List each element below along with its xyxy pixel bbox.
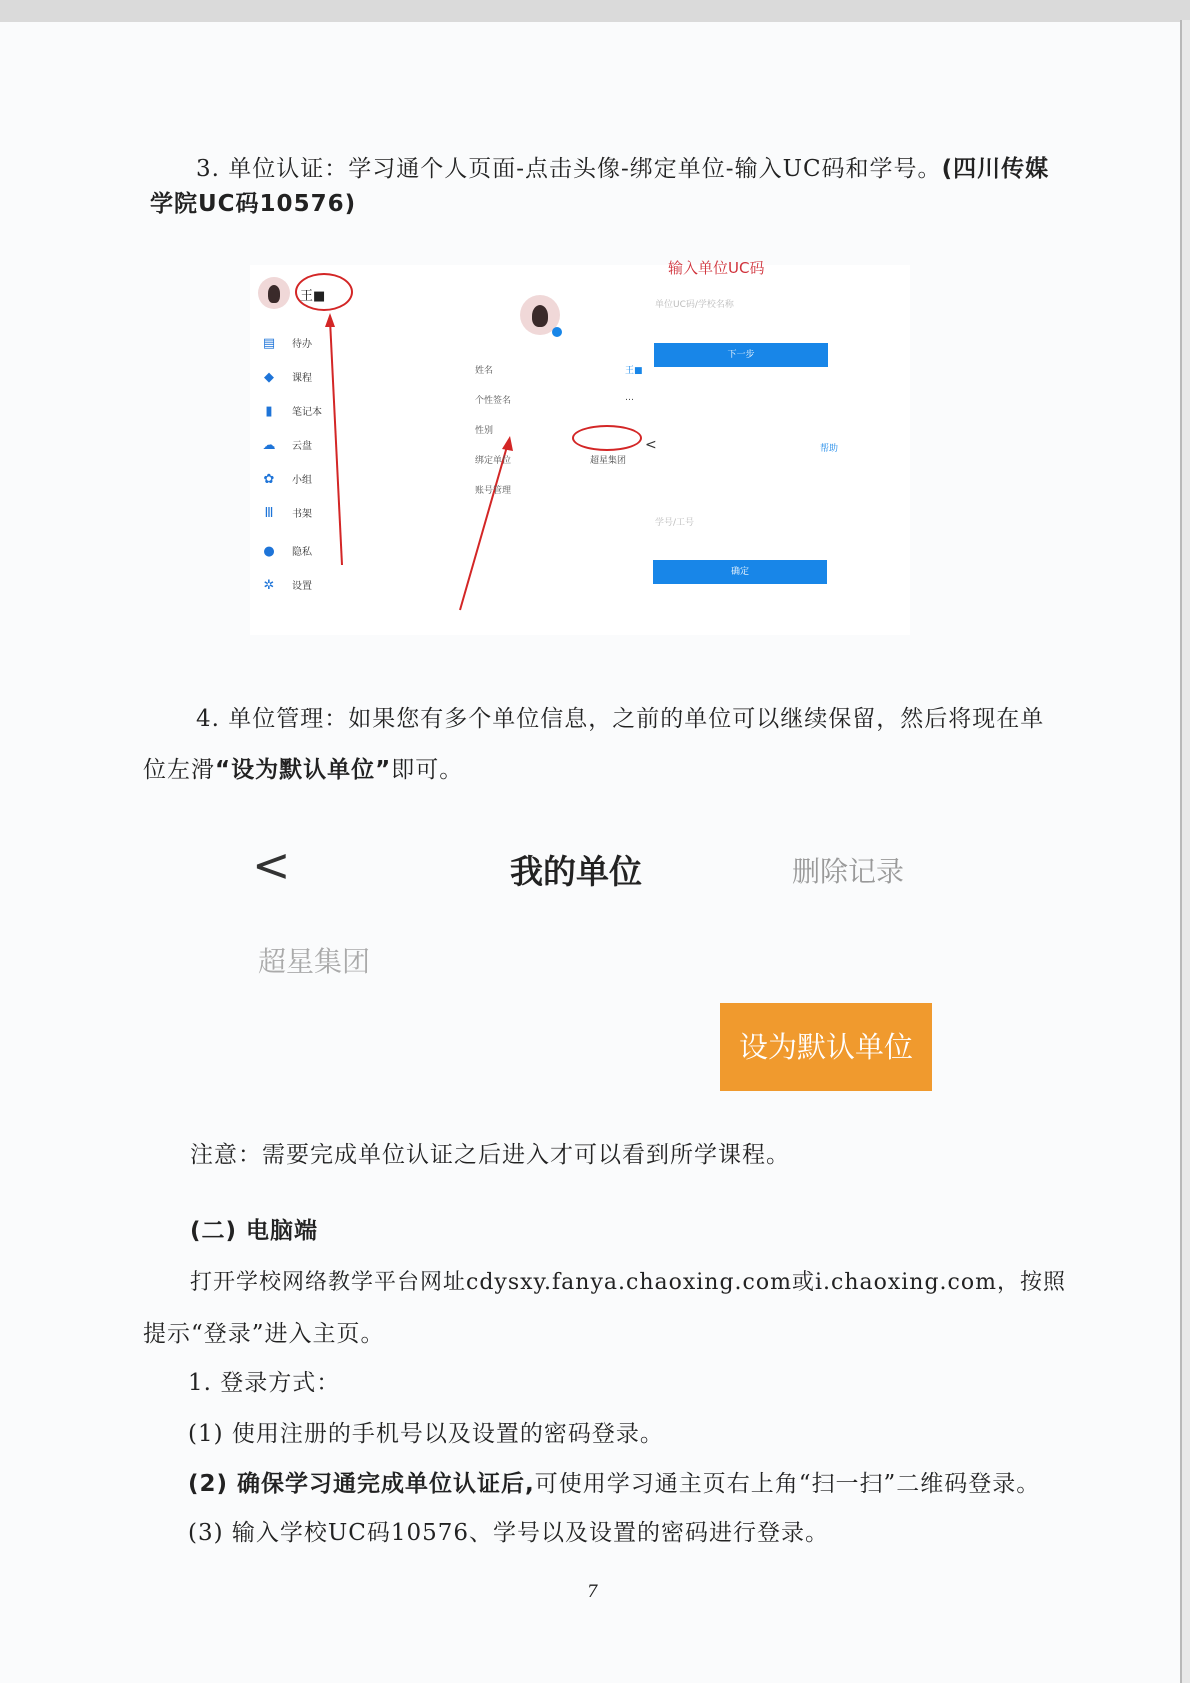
step4-prefix: 位左滑 (143, 757, 215, 783)
uc-code-label: 输入单位UC码 (668, 259, 765, 277)
todo-icon: ▤ (262, 336, 276, 351)
back-arrow-icon[interactable]: < (645, 437, 657, 453)
bookshelf-icon: Ⅲ (264, 506, 274, 521)
note-text: 注意：需要完成单位认证之后进入才可以看到所学课程。 (190, 1142, 790, 1168)
unit-list-item[interactable]: 超星集团 (258, 945, 371, 978)
page-number: 7 (587, 1582, 598, 1602)
settings-icon: ✲ (263, 578, 275, 593)
sidebar-item[interactable] (262, 543, 312, 559)
profile-field-value: 王■ (625, 366, 643, 376)
next-button[interactable]: 下一步 (654, 343, 828, 367)
privacy-icon: ● (263, 544, 275, 559)
step3-bold-tail: (四川传媒 (941, 156, 1050, 182)
sidebar-item[interactable] (262, 471, 312, 487)
sidebar-item[interactable] (262, 577, 312, 593)
sidebar-item[interactable] (262, 403, 322, 419)
sidebar-item-label: 小组 (292, 475, 312, 486)
scan-right-edge (1180, 20, 1190, 1683)
step4-line1: 4. 单位管理：如果您有多个单位信息，之前的单位可以继续保留，然后将现在单 (196, 706, 1045, 732)
group-icon: ✿ (263, 472, 275, 487)
arrow-line-2 (460, 443, 508, 610)
confirm-button[interactable]: 确定 (653, 560, 827, 584)
uc-input[interactable]: 单位UC码/学校名称 (655, 300, 734, 310)
binding-screenshot (250, 259, 910, 635)
profile-field-label: 账号管理 (475, 486, 512, 496)
step3-line2: 学院UC码10576) (150, 191, 357, 217)
sidebar-item-label: 云盘 (292, 441, 312, 452)
sidebar-item-label: 待办 (292, 339, 312, 350)
scan-top-edge (0, 0, 1190, 22)
profile-field-row[interactable] (475, 393, 634, 406)
step4-line2 (143, 754, 463, 786)
profile-field-label: 性别 (475, 426, 494, 436)
login-item-2-rest: 可使用学习通主页右上角“扫一扫”二维码登录。 (534, 1471, 1041, 1497)
pc-paragraph-line2: 提示“登录”进入主页。 (143, 1321, 385, 1347)
user-name: 王■ (300, 289, 326, 304)
set-default-unit-button[interactable]: 设为默认单位 (720, 1003, 932, 1091)
sidebar-item-label: 课程 (292, 373, 312, 384)
course-icon: ◆ (264, 370, 274, 385)
step3-text: 3. 单位认证：学习通个人页面-点击头像-绑定单位-输入UC码和学号。 (196, 156, 942, 182)
arrow-line-1 (330, 320, 342, 565)
profile-field-label: 个性签名 (475, 396, 512, 406)
pc-paragraph-line1: 打开学校网络教学平台网址cdysxy.fanya.chaoxing.com或i.chaoxing.com，按照 (190, 1270, 1066, 1295)
sidebar-item-label: 隐私 (292, 547, 312, 558)
cloud-icon: ☁ (262, 438, 276, 453)
sidebar-item-label: 书架 (292, 509, 312, 520)
sidebar-item-label: 笔记本 (292, 407, 322, 418)
profile-field-value: 超星集团 (590, 456, 627, 466)
back-chevron-icon[interactable]: < (252, 838, 291, 892)
highlight-ring-unit (572, 425, 642, 451)
login-methods-title: 1. 登录方式： (188, 1370, 341, 1396)
profile-field-row[interactable] (475, 483, 511, 496)
profile-field-label: 姓名 (475, 366, 494, 376)
step4-suffix: 即可。 (391, 757, 464, 783)
delete-records-button[interactable]: 删除记录 (792, 855, 905, 888)
sidebar-item[interactable] (262, 437, 312, 453)
student-id-input[interactable]: 学号/工号 (655, 518, 695, 528)
login-item-3: (3) 输入学校UC码10576、学号以及设置的密码进行登录。 (188, 1520, 830, 1546)
my-unit-title: 我的单位 (510, 852, 642, 891)
profile-field-row[interactable] (475, 363, 643, 376)
profile-field-value: … (625, 393, 634, 403)
login-item-1: (1) 使用注册的手机号以及设置的密码登录。 (188, 1421, 664, 1447)
step4-bold: “设为默认单位” (215, 757, 392, 783)
profile-field-row[interactable] (475, 423, 493, 436)
login-item-2 (188, 1468, 1040, 1500)
arrow-head-2 (502, 436, 513, 451)
step3-paragraph (196, 153, 1049, 185)
sidebar-item[interactable] (262, 369, 312, 385)
help-link[interactable]: 帮助 (820, 444, 839, 454)
profile-field-label: 绑定单位 (475, 456, 512, 466)
sidebar-item[interactable] (262, 505, 312, 521)
profile-field-row[interactable] (475, 453, 627, 466)
notebook-icon: ▮ (265, 404, 273, 419)
sidebar-item[interactable] (262, 335, 312, 351)
arrow-head-1 (325, 313, 335, 327)
sidebar-item-label: 设置 (292, 581, 312, 592)
section2-title: (二) 电脑端 (190, 1218, 319, 1244)
camera-icon (552, 327, 562, 337)
login-item-2-bold: (2) 确保学习通完成单位认证后, (188, 1471, 535, 1497)
